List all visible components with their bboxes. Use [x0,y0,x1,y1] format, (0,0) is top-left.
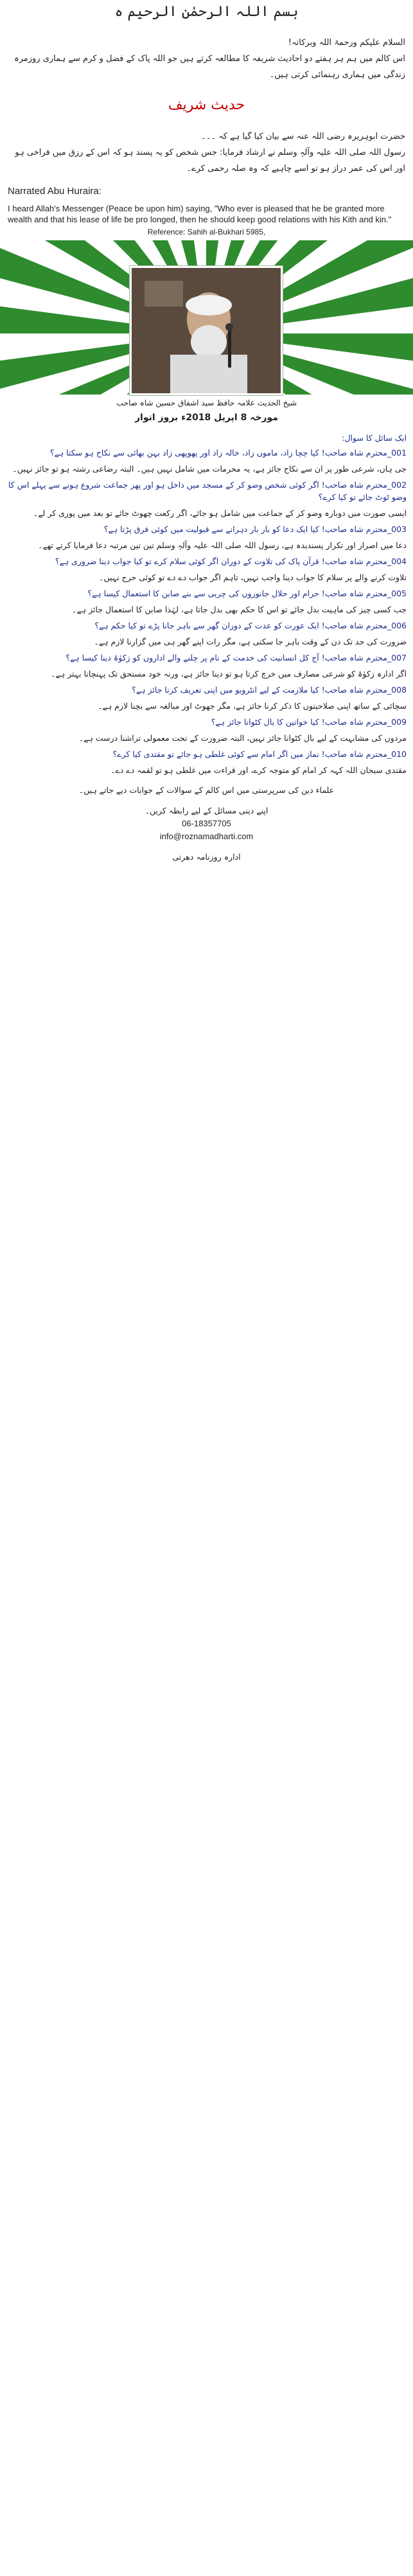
question-text: 001_محترم شاہ صاحب! کیا چچا زاد، ماموں زاد، خالہ زاد اور پھوپھی زاد بہن بھائی سے نکاح ہو سکتا ہے؟ [49,448,407,457]
question-text: 007_محترم شاہ صاحب! آج کل انسانیت کی خدمت کے نام پر چلنے والے اداروں کو زکوٰۃ دینا کیسا ہے؟ [66,653,407,662]
answer-text: جی ہاں، شرعی طور پر ان سے نکاح جائز ہے، یہ محرمات میں شامل نہیں ہیں۔ البتہ رضاعی رشتہ ہو تو جائز نہیں۔ [12,464,407,474]
speaker-banner [0,240,413,395]
answer-text: دعا میں اصرار اور تکرار پسندیدہ ہے، رسول اللہ صلی اللہ علیہ وآلہٖ وسلم تین تین مرتبہ دعا فرمایا کرتے تھے۔ [38,540,407,550]
footer-contact-note: اپنے دینی مسائل کے لیے رابطہ کریں۔ [145,806,268,815]
question-text: 008_محترم شاہ صاحب! کیا ملازمت کے لیے انٹرویو میں اپنی تعریف کرنا جائز ہے؟ [132,685,407,695]
answer-text: مردوں کی مشابہت کے لیے بال کٹوانا جائز نہیں، البتہ ضرورت کے تحت معمولی تراشنا درست ہے۔ [78,733,407,743]
photo-caption: شیخ الحدیث علامہ حافظ سید اشفاق حسین شاہ صاحب [116,398,297,407]
contact-phone: 06-18357705 [182,819,231,828]
publisher-credit: ادارہ روزنامہ دھرتی [172,852,241,862]
intro-text: اس کالم میں ہم ہر ہفتے دو احادیث شریفہ کا مطالعہ کرتے ہیں جو اللہ پاک کے فضل و کرم سے ہماری روزمرہ زندگی میں ہماری رہنمائی کرتی ہیں۔ [13,54,405,80]
question-text: 003_محترم شاہ صاحب! کیا ایک دعا کو بار بار دہرانے سے قبولیت میں کوئی فرق پڑتا ہے؟ [103,524,407,534]
question-text: 002_محترم شاہ صاحب! اگر کوئی شخص وضو کر کے مسجد میں داخل ہو اور پھر جماعت شروع ہونے سے پہلے اس کا وضو ٹوٹ جائے تو کیا کرے؟ [8,480,407,502]
question-text: 004_محترم شاہ صاحب! قرآن پاک کی تلاوت کے دوران اگر کوئی سلام کرے تو کیا جواب دینا ضروری ہے؟ [55,556,407,566]
bismillah-heading: بسم اللہ الرحمٰن الرحیم ہ [114,4,299,20]
question-text: 009_محترم شاہ صاحب! کیا خواتین کا بال کٹوانا جائز ہے؟ [211,717,407,727]
question-text: 010_محترم شاہ صاحب! نماز میں اگر امام سے کوئی غلطی ہو جائے تو مقتدی کیا کرے؟ [112,749,407,759]
contact-email[interactable]: info@roznamadharti.com [159,831,254,841]
qa-list [0,432,413,776]
hadith-title: حدیث شریف [168,97,245,113]
answer-text: تلاوت کرنے والے پر سلام کا جواب دینا واجب نہیں، تاہم اگر جواب دے دے تو کوئی حرج نہیں۔ [99,573,407,582]
footer-note: علماء دین کی سرپرستی میں اس کالم کے سوالات کے جوابات دیے جاتے ہیں۔ [78,785,335,795]
answer-text: مقتدی سبحان اللہ کہہ کر امام کو متوجہ کرے، اور قراءت میں غلطی ہو تو لقمہ دے دے۔ [110,765,407,775]
speaker-photo [130,266,283,395]
hadith-english: I heard Allah's Messenger (Peace be upon him) saying, "Who ever is pleased that he be granted more wealth and that his lease of life be pro longed, then he should keep good relations with his Kith and kin." [8,204,392,224]
hadith-urdu-narration: حضرت ابوہریرہ رضی اللہ عنہ سے بیان کیا گیا ہے کہ ۔۔۔ [201,132,405,141]
narrated-heading: Narrated Abu Huraira: [8,186,101,197]
answer-text: سچائی کے ساتھ اپنی صلاحیتوں کا ذکر کرنا جائز ہے، مگر جھوٹ اور مبالغہ سے بچنا لازم ہے۔ [98,701,407,711]
column-date: مورخہ 8 اپریل 2018ء بروز اتوار [135,413,278,423]
hadith-reference: Reference: Sahih al-Bukhari 5985, [147,227,266,236]
answer-text: ضرورت کی حد تک دن کے وقت باہر جا سکتی ہے، مگر رات اپنے گھر ہی میں گزارنا لازم ہے۔ [94,637,407,646]
answer-text: جب کسی چیز کی ماہیت بدل جائے تو اس کا حکم بھی بدل جاتا ہے، لہٰذا صابن کا استعمال جائز ہے۔ [72,605,407,614]
answer-text: ایسی صورت میں دوبارہ وضو کر کے جماعت میں شامل ہو جائے، اگر رکعت چھوٹ جائے تو بعد میں پوری کر لے۔ [33,508,407,518]
question-text: 005_محترم شاہ صاحب! حرام اور حلال جانوروں کی چربی سے بنے صابن کا استعمال کیسا ہے؟ [87,589,407,598]
question-text: 006_محترم شاہ صاحب! ایک عورت کو عدت کے دوران گھر سے باہر جانا پڑے تو کیا حکم ہے؟ [94,621,407,630]
hadith-urdu-text: رسول اللہ صلی اللہ علیہ وآلہٖ وسلم نے ارشاد فرمایا: جس شخص کو یہ پسند ہو کہ اس کے رزق میں فراخی ہو اور اس کی عمر دراز ہو تو اسے چاہیے کہ وہ صلہ رحمی کرے۔ [15,148,405,173]
salam-line: السلام علیکم ورحمۃ اللہ وبرکاتہ! [288,38,405,48]
answer-text: اگر ادارہ زکوٰۃ کو شرعی مصارف میں خرچ کرتا ہو تو دینا جائز ہے، ورنہ خود مستحق تک پہنچانا بہتر ہے۔ [51,669,407,679]
question-topic: ایک سائل کا سوال: [342,433,407,443]
